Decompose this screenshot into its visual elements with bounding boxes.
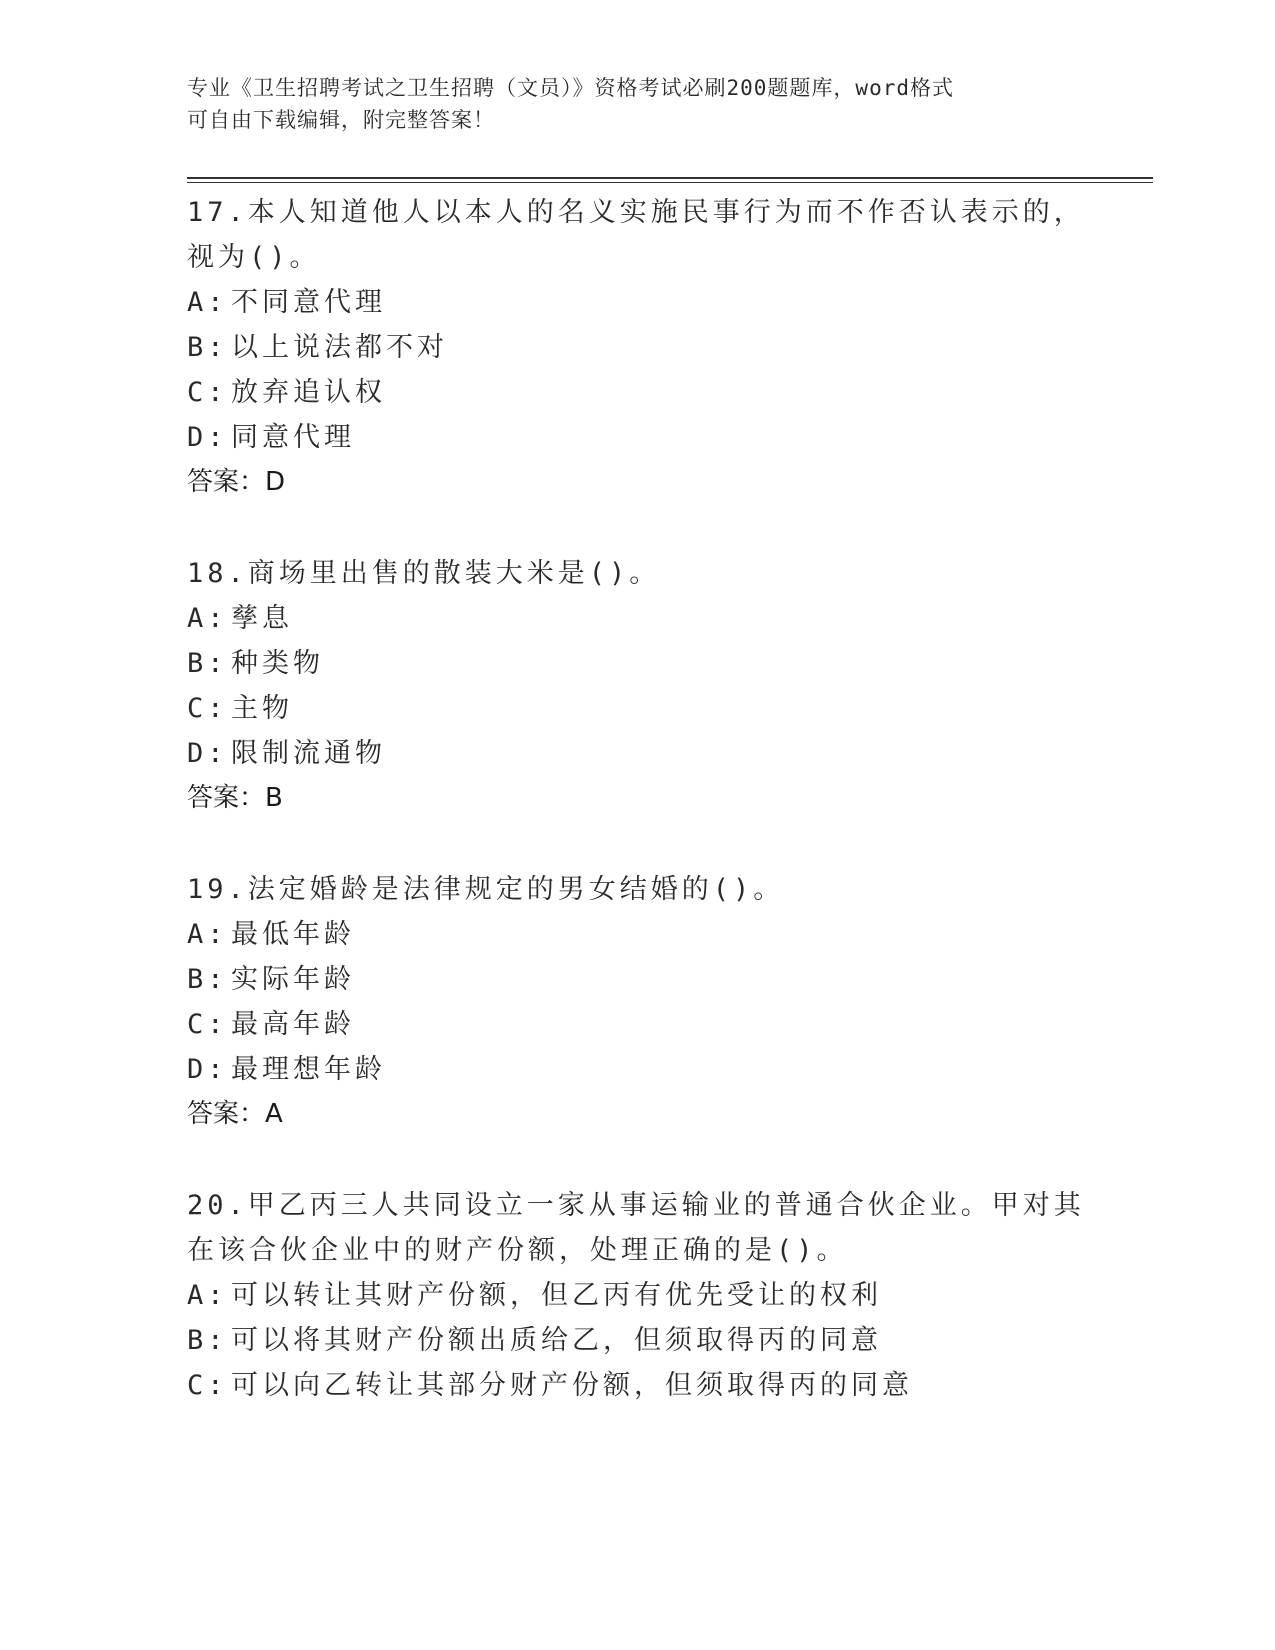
option-d — [187, 1047, 1087, 1092]
option-key: D: — [187, 738, 228, 769]
header-line-2: 可自由下载编辑，附完整答案！ — [187, 108, 495, 132]
question-stem: 20.甲乙丙三人共同设立一家从事运输业的普通合伙企业。甲对其在该合伙企业中的财产份额，处理正确的是()。 — [187, 1190, 1085, 1266]
option-text: 实际年龄 — [231, 964, 355, 995]
header-line-1: 专业《卫生招聘考试之卫生招聘（文员）》资格考试必刷200题题库，word格式 — [187, 76, 954, 100]
option-text: 最理想年龄 — [231, 1054, 386, 1085]
option-d — [187, 731, 1087, 776]
option-key: C: — [187, 377, 228, 408]
option-c — [187, 1002, 1087, 1047]
option-key: A: — [187, 919, 228, 950]
option-key: A: — [187, 603, 228, 634]
option-text: 不同意代理 — [231, 287, 386, 318]
answer-line: 答案：B — [187, 783, 283, 813]
option-text: 放弃追认权 — [231, 377, 386, 408]
option-b — [187, 325, 1087, 370]
option-key: B: — [187, 332, 228, 363]
option-text: 可以转让其财产份额，但乙丙有优先受让的权利 — [231, 1280, 882, 1311]
option-text: 可以将其财产份额出质给乙，但须取得丙的同意 — [231, 1325, 882, 1356]
option-b — [187, 1318, 1087, 1363]
option-a — [187, 1273, 1087, 1318]
header-divider-thick — [187, 177, 1153, 179]
option-a — [187, 280, 1087, 325]
option-key: B: — [187, 648, 228, 679]
option-key: C: — [187, 1370, 228, 1401]
question-17 — [187, 190, 1087, 505]
header-divider-thin — [187, 182, 1153, 183]
option-c — [187, 370, 1087, 415]
question-list — [187, 190, 1087, 1454]
option-key: C: — [187, 1009, 228, 1040]
question-stem: 18.商场里出售的散装大米是()。 — [187, 558, 661, 589]
option-text: 孳息 — [231, 603, 293, 634]
question-18 — [187, 551, 1087, 821]
option-c — [187, 1363, 1087, 1408]
option-b — [187, 957, 1087, 1002]
question-stem: 17.本人知道他人以本人的名义实施民事行为而不作否认表示的，视为()。 — [187, 197, 1085, 273]
option-key: C: — [187, 693, 228, 724]
option-d — [187, 415, 1087, 460]
option-c — [187, 686, 1087, 731]
option-text: 同意代理 — [231, 422, 355, 453]
option-a — [187, 596, 1087, 641]
question-stem: 19.法定婚龄是法律规定的男女结婚的()。 — [187, 874, 785, 905]
option-key: B: — [187, 1325, 228, 1356]
option-text: 最高年龄 — [231, 1009, 355, 1040]
option-text: 主物 — [231, 693, 293, 724]
option-key: B: — [187, 964, 228, 995]
option-text: 种类物 — [231, 648, 324, 679]
option-text: 最低年龄 — [231, 919, 355, 950]
option-text: 限制流通物 — [231, 738, 386, 769]
option-key: D: — [187, 1054, 228, 1085]
option-key: D: — [187, 422, 228, 453]
option-key: A: — [187, 287, 228, 318]
option-key: A: — [187, 1280, 228, 1311]
question-20 — [187, 1183, 1087, 1408]
answer-line: 答案：A — [187, 1099, 283, 1129]
option-text: 以上说法都不对 — [231, 332, 448, 363]
option-b — [187, 641, 1087, 686]
option-text: 可以向乙转让其部分财产份额，但须取得丙的同意 — [231, 1370, 913, 1401]
question-19 — [187, 867, 1087, 1137]
option-a — [187, 912, 1087, 957]
answer-line: 答案：D — [187, 467, 286, 497]
document-header — [187, 72, 1087, 136]
